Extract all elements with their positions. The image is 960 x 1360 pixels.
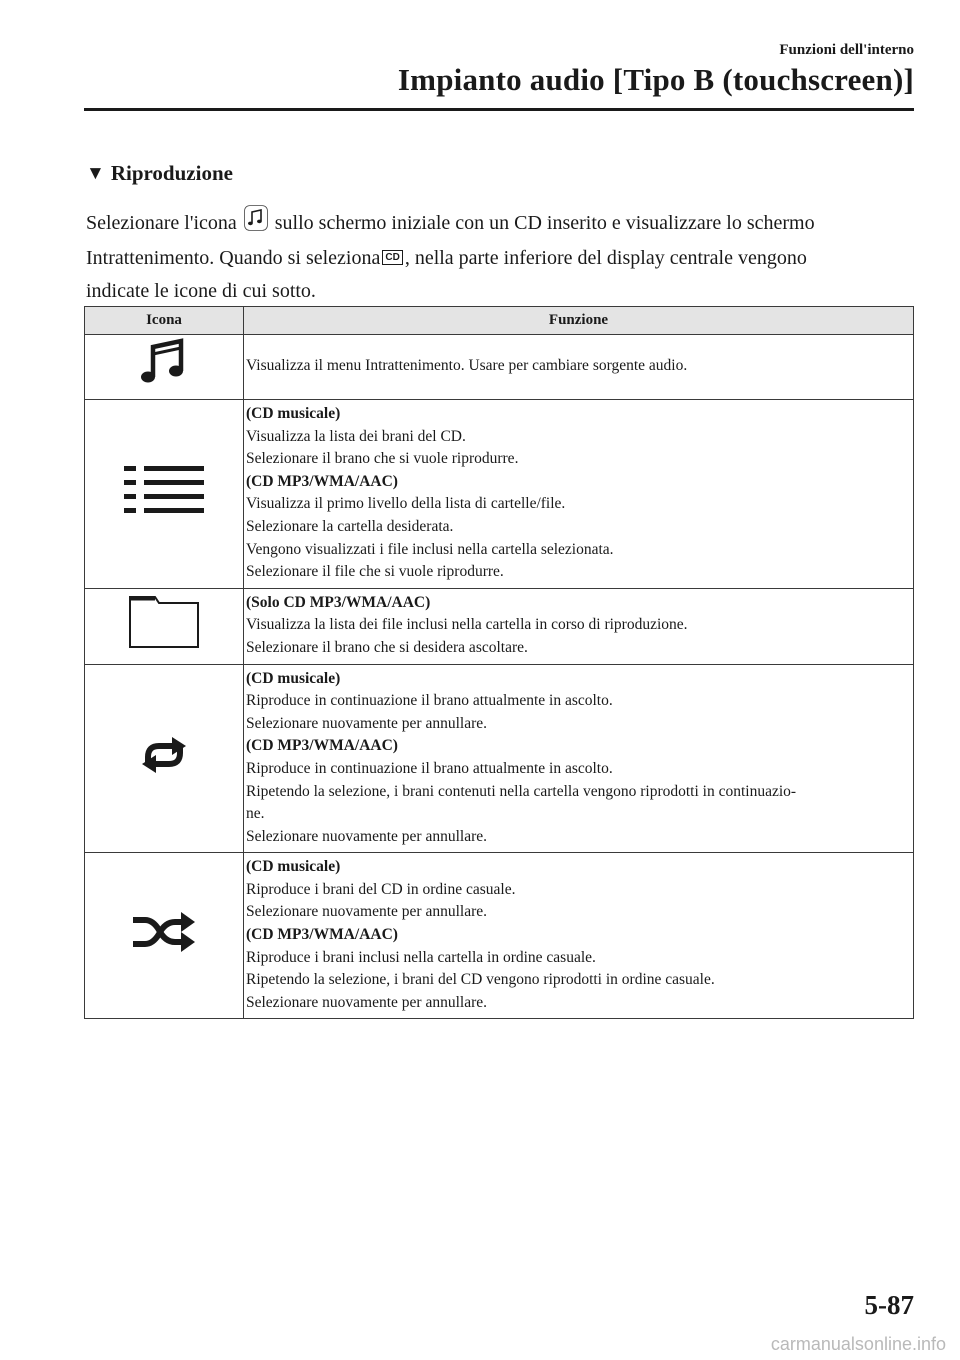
function-text: Selezionare nuovamente per annullare. bbox=[246, 714, 487, 732]
function-subheading: (Solo CD MP3/WMA/AAC) bbox=[246, 593, 431, 611]
intro-text: Intrattenimento. Quando si seleziona bbox=[86, 247, 381, 269]
function-text: Riproduce i brani inclusi nella cartella in ordine casuale. bbox=[246, 948, 596, 966]
music-note-icon bbox=[139, 376, 189, 393]
page-number: 5-87 bbox=[864, 1290, 914, 1320]
icon-cell bbox=[85, 664, 244, 853]
function-table bbox=[84, 306, 914, 1019]
function-text: Selezionare nuovamente per annullare. bbox=[246, 903, 487, 921]
function-text: Riproduce i brani del CD in ordine casuale. bbox=[246, 880, 516, 898]
icon-cell bbox=[85, 853, 244, 1019]
header-title: Impianto audio [Tipo B (touchscreen)] bbox=[397, 62, 914, 97]
intro-text: sullo schermo iniziale con un CD inserito e visualizzare lo schermo bbox=[274, 212, 815, 234]
table-row bbox=[85, 664, 914, 853]
function-subheading: (CD MP3/WMA/AAC) bbox=[246, 926, 398, 944]
table-header-row bbox=[85, 307, 914, 335]
music-note-icon bbox=[244, 205, 268, 242]
running-header bbox=[398, 40, 914, 98]
function-text: Riproduce in continuazione il brano attualmente in ascolto. bbox=[246, 759, 613, 777]
function-text: Visualizza la lista dei brani del CD. bbox=[246, 427, 466, 445]
function-text: Vengono visualizzati i file inclusi nella cartella selezionata. bbox=[246, 540, 614, 558]
folder-icon bbox=[129, 636, 199, 653]
section-heading-text: Riproduzione bbox=[110, 161, 233, 185]
function-subheading: (CD MP3/WMA/AAC) bbox=[246, 737, 398, 755]
intro-text: , nella parte inferiore del display centrale vengono bbox=[404, 247, 807, 269]
watermark: carmanualsonline.info bbox=[770, 1334, 946, 1354]
section-heading bbox=[86, 161, 233, 186]
function-text: Visualizza la lista dei file inclusi nella cartella in corso di riproduzione. bbox=[246, 616, 688, 634]
function-cell bbox=[244, 664, 914, 853]
function-text: ne. bbox=[246, 805, 265, 823]
function-text: Selezionare il brano che si desidera ascoltare. bbox=[246, 638, 528, 656]
function-text: Selezionare la cartella desiderata. bbox=[246, 517, 454, 535]
triangle-marker-icon: ▼ bbox=[86, 162, 105, 184]
function-cell bbox=[244, 400, 914, 589]
header-divider bbox=[84, 108, 914, 111]
list-icon bbox=[124, 501, 204, 518]
shuffle-icon bbox=[131, 941, 197, 958]
function-text: Selezionare il brano che si vuole riprodurre. bbox=[246, 450, 519, 468]
icon-cell bbox=[85, 335, 244, 400]
intro-line bbox=[86, 205, 916, 242]
function-cell bbox=[244, 335, 914, 400]
cd-icon: CD bbox=[382, 250, 402, 265]
function-text: Selezionare nuovamente per annullare. bbox=[246, 993, 487, 1011]
table-row bbox=[85, 853, 914, 1019]
function-text: Ripetendo la selezione, i brani del CD vengono riprodotti in ordine casuale. bbox=[246, 971, 715, 989]
function-subheading: (CD musicale) bbox=[246, 858, 341, 876]
intro-line bbox=[86, 242, 916, 275]
repeat-icon bbox=[136, 764, 192, 781]
column-header-icon: Icona bbox=[85, 307, 244, 335]
function-text: Selezionare nuovamente per annullare. bbox=[246, 827, 487, 845]
function-text: Visualizza il menu Intrattenimento. Usare per cambiare sorgente audio. bbox=[246, 357, 688, 375]
function-text: Selezionare il file che si vuole riprodurre. bbox=[246, 563, 504, 581]
function-text: Visualizza il primo livello della lista di cartelle/file. bbox=[246, 495, 566, 513]
header-section-name: Funzioni dell'interno bbox=[779, 42, 914, 58]
intro-text: Selezionare l'icona bbox=[86, 212, 237, 234]
function-cell bbox=[244, 588, 914, 664]
table-row bbox=[85, 400, 914, 589]
function-text: Ripetendo la selezione, i brani contenuti nella cartella vengono riprodotti in continuazio- bbox=[246, 782, 797, 800]
function-cell bbox=[244, 853, 914, 1019]
table-row bbox=[85, 335, 914, 400]
column-header-function: Funzione bbox=[244, 307, 914, 335]
function-subheading: (CD musicale) bbox=[246, 669, 341, 687]
icon-cell bbox=[85, 588, 244, 664]
function-subheading: (CD musicale) bbox=[246, 405, 341, 422]
function-subheading: (CD MP3/WMA/AAC) bbox=[246, 472, 398, 490]
icon-cell bbox=[85, 400, 244, 589]
table-row bbox=[85, 588, 914, 664]
function-text: Riproduce in continuazione il brano attualmente in ascolto. bbox=[246, 692, 613, 710]
intro-line: indicate le icone di cui sotto. bbox=[86, 280, 316, 302]
intro-paragraph bbox=[86, 205, 916, 308]
